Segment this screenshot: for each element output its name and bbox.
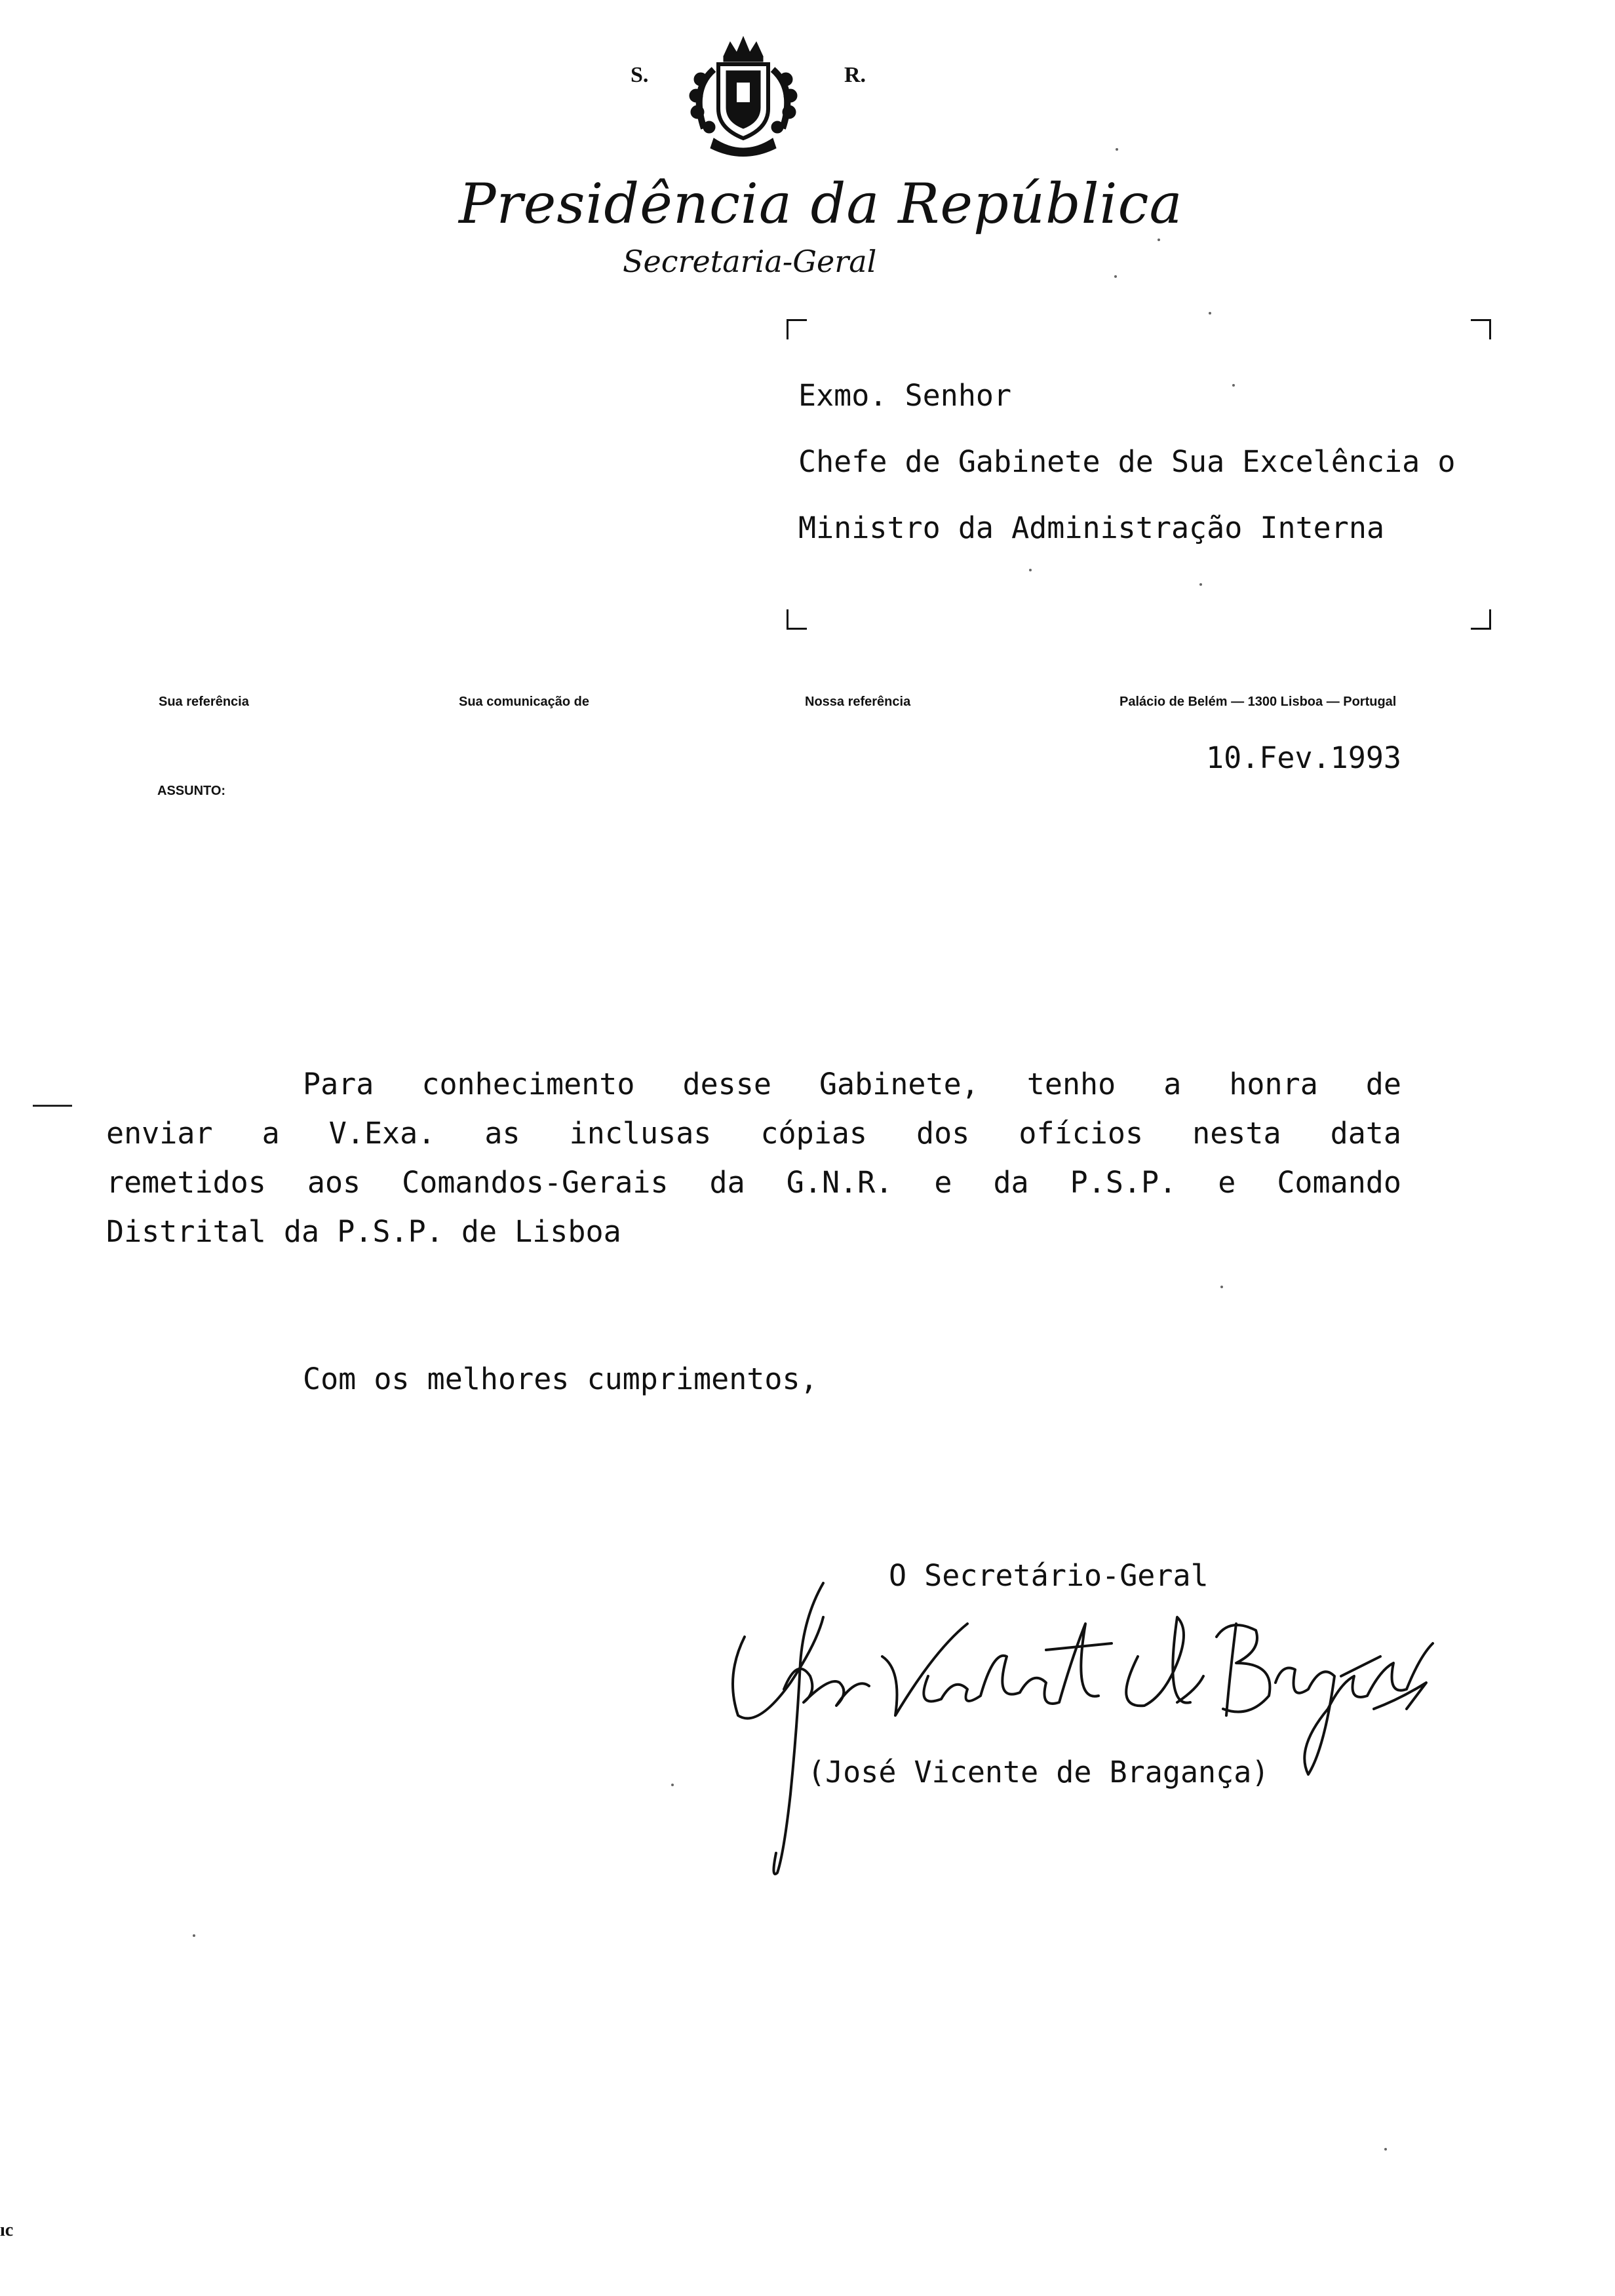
fold-mark: [33, 1105, 72, 1107]
scan-speck: [1384, 2148, 1387, 2151]
emblem-right-letter: R.: [844, 63, 866, 87]
body-line-2: enviar a V.Exa. as inclusas cópias dos ofícios nesta data: [106, 1116, 1401, 1151]
body-line-1: Para conhecimento desse Gabinete, tenho a honra de: [303, 1067, 1401, 1101]
scan-speck: [1199, 583, 1202, 586]
sua-referencia-label: Sua referência: [159, 695, 249, 709]
sua-comunicacao-label: Sua comunicação de: [459, 695, 589, 709]
scan-speck: [193, 1934, 195, 1937]
address-bracket-top-right: [1471, 319, 1491, 339]
scan-speck: [1220, 1286, 1223, 1288]
address-label: Palácio de Belém — 1300 Lisboa — Portugal: [1119, 695, 1397, 709]
address-bracket-bottom-right: [1471, 609, 1491, 630]
scan-speck: [1116, 148, 1118, 151]
handwritten-signature: [708, 1566, 1442, 1874]
scan-speck: [1158, 239, 1160, 241]
body-line-4: Distrital da P.S.P. de Lisboa: [106, 1214, 621, 1249]
scan-speck: [671, 1784, 674, 1786]
signatory-name: (José Vicente de Bragança): [808, 1755, 1270, 1789]
coat-of-arms-icon: [667, 18, 798, 149]
footer-scan-mark: ıc: [0, 2220, 14, 2240]
addressee-line-2: Chefe de Gabinete de Sua Excelência o: [798, 444, 1456, 479]
addressee-line-3: Ministro da Administração Interna: [798, 510, 1385, 545]
scan-speck: [1209, 312, 1211, 315]
assunto-label: ASSUNTO:: [157, 784, 226, 798]
address-bracket-bottom-left: [787, 609, 807, 630]
emblem-left-letter: S.: [631, 63, 649, 87]
addressee-line-1: Exmo. Senhor: [798, 378, 1012, 413]
institution-name: Presidência da República: [459, 172, 1183, 236]
signature-text-hidden: [734, 1612, 735, 1613]
address-bracket-top-left: [787, 319, 807, 339]
department-name: Secretaria-Geral: [623, 244, 877, 279]
letter-date: 10.Fev.1993: [1206, 740, 1402, 775]
scan-speck: [1029, 569, 1032, 571]
signatory-title: O Secretário-Geral: [889, 1558, 1209, 1593]
closing-line: Com os melhores cumprimentos,: [303, 1362, 818, 1396]
nossa-referencia-label: Nossa referência: [805, 695, 911, 709]
body-line-3: remetidos aos Comandos-Gerais da G.N.R. e da P.S.P. e Comando: [106, 1165, 1401, 1200]
scan-speck: [1232, 384, 1235, 387]
scan-speck: [1114, 275, 1117, 278]
